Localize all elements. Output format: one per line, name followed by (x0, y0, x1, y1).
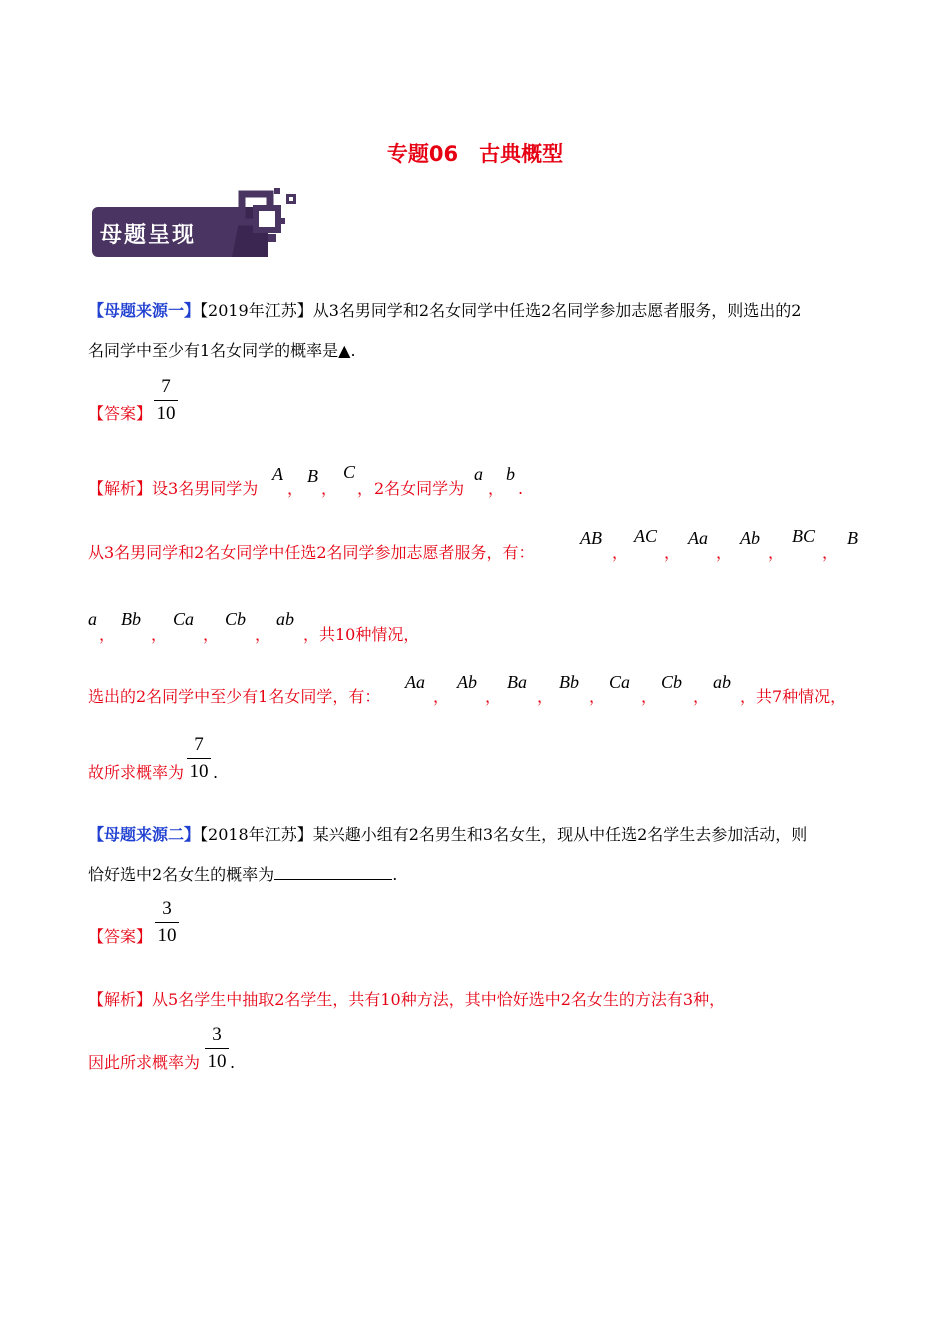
fraction-numerator: 3 (162, 898, 172, 919)
pair: Ab (457, 672, 477, 692)
var-female-1: a (474, 464, 483, 484)
fraction-bar (205, 1048, 229, 1049)
pair: ab (276, 609, 294, 629)
section-banner (92, 188, 307, 264)
problem1-question-line2: 名同学中至少有1名女同学的概率是▲. (88, 341, 356, 360)
comma: ， (693, 687, 710, 706)
period: . (230, 1053, 236, 1072)
fraction-bar (187, 758, 211, 759)
pair: ab (713, 672, 731, 692)
problem2-question-line1 (88, 824, 807, 846)
comma: ， (433, 687, 450, 706)
comma: ， (664, 543, 681, 562)
pair: Ca (609, 672, 631, 692)
comma: ， (321, 479, 338, 498)
problem2-year-tag: 【2018年江苏】 (200, 825, 313, 844)
comma: ， (488, 479, 505, 498)
pair: Bb (559, 672, 579, 692)
var-male-3: C (343, 462, 356, 482)
fraction-bar (155, 922, 179, 923)
pair: Cb (661, 672, 683, 692)
period: . (213, 763, 219, 782)
fraction-numerator: 7 (161, 376, 171, 397)
fraction-bar (154, 400, 178, 401)
comma: ， (203, 625, 220, 644)
comma: ， (99, 625, 116, 644)
problem2-conclusion-fraction (205, 1024, 229, 1073)
problem1-year-tag: 【2019年江苏】 (200, 301, 313, 320)
comma: ， (612, 543, 629, 562)
pair: BC (792, 526, 816, 546)
problem2-answer-fraction (155, 898, 179, 947)
problem2-conclusion-text: 因此所求概率为 (88, 1053, 201, 1072)
comma: ， (716, 543, 733, 562)
fraction-denominator: 10 (189, 761, 209, 782)
problem2-source-tag: 【母题来源二】 (88, 825, 201, 844)
pair: Ab (740, 528, 760, 548)
comma: ， (768, 543, 785, 562)
comma: ， (641, 687, 658, 706)
fraction-denominator: 10 (157, 925, 177, 946)
banner-label: 母题呈现 (100, 223, 197, 248)
pair: AC (634, 526, 658, 546)
fraction-denominator: 10 (207, 1051, 227, 1072)
fraction-numerator: 3 (212, 1024, 222, 1045)
pair-split-a: a (88, 609, 97, 629)
pair: Aa (405, 672, 425, 692)
analysis-intro2: 2名女同学为 (374, 479, 465, 498)
comma: ， (589, 687, 606, 706)
comma: ， (287, 479, 304, 498)
comma: ， (255, 625, 272, 644)
enum-total: ，共10种情况， (303, 625, 420, 644)
answer-blank (274, 865, 392, 880)
page-title: 专题06 古典概型 (386, 142, 564, 166)
pair: Cb (225, 609, 247, 629)
problem2-question-text1: 某兴趣小组有2名男生和3名女生，现从中任选2名学生去参加活动，则 (312, 825, 808, 844)
comma: ， (537, 687, 554, 706)
problem1-analysis-tag: 【解析】设3名男同学为 (88, 479, 259, 498)
problem1-answer-tag: 【答案】 (88, 404, 153, 423)
comma: ， (822, 543, 839, 562)
problem1-question-line1 (88, 300, 801, 322)
problem2-answer-tag: 【答案】 (88, 927, 153, 946)
problem2-analysis: 【解析】从5名学生中抽取2名学生，共有10种方法，其中恰好选中2名女生的方法有3种， (88, 990, 726, 1009)
var-female-2: b (506, 464, 515, 484)
var-male-2: B (307, 466, 318, 486)
problem2-question-line2: 恰好选中2名女生的概率为 . (88, 865, 398, 884)
problem1-source-tag: 【母题来源一】 (88, 301, 201, 320)
comma: ， (485, 687, 502, 706)
comma: ， (357, 479, 374, 498)
pair: Bb (121, 609, 141, 629)
fraction-denominator: 10 (156, 403, 176, 424)
problem1-subset-intro: 选出的2名同学中至少有1名女同学，有： (88, 687, 381, 706)
problem1-question-text1: 从3名男同学和2名女同学中任选2名同学参加志愿者服务，则选出的2 (312, 301, 802, 320)
fraction-numerator: 7 (194, 734, 204, 755)
pair-split-b: B (847, 528, 858, 548)
var-male-1: A (272, 464, 283, 484)
pair: AB (580, 528, 602, 548)
problem1-enum-intro: 从3名男同学和2名女同学中任选2名同学参加志愿者服务，有： (88, 543, 535, 562)
pair: Aa (688, 528, 708, 548)
comma: ， (151, 625, 168, 644)
problem1-conclusion-fraction (187, 734, 211, 783)
subset-total: ，共7种情况， (740, 687, 847, 706)
problem1-conclusion-text: 故所求概率为 (88, 763, 185, 782)
pair: Ca (173, 609, 195, 629)
pair: Ba (507, 672, 527, 692)
period: . (518, 479, 524, 498)
problem1-answer-fraction (154, 376, 178, 425)
